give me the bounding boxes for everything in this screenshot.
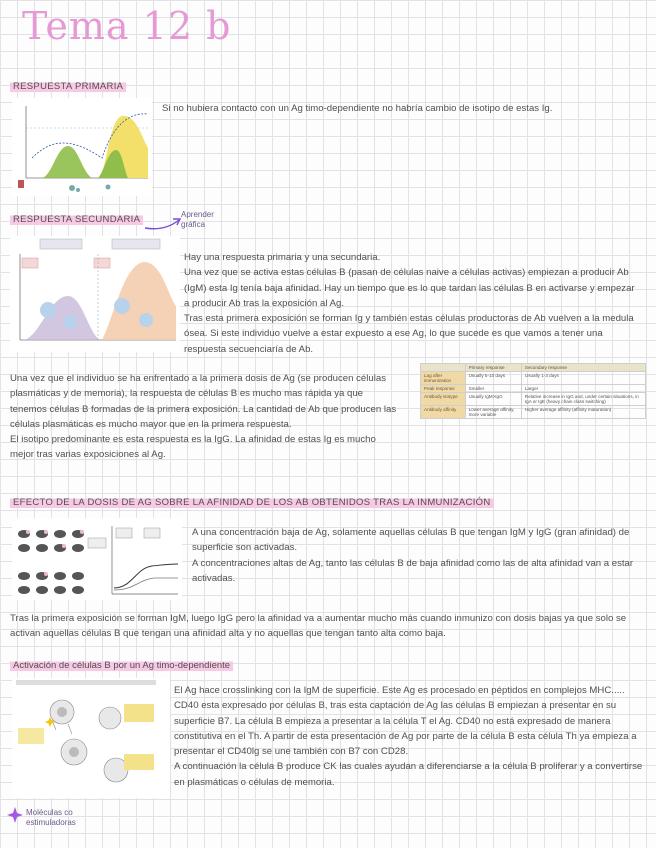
- table-cell: Larger: [521, 385, 645, 393]
- text-primaria: Si no hubiera contacto con un Ag timo-dependiente no habría cambio de isotipo de estas Ig.: [162, 103, 553, 114]
- text-secundaria-1: Hay una respuesta primaria y una secundaria.: [184, 252, 381, 263]
- table-cell: Higher average affinity (affinity maturation): [521, 406, 645, 419]
- text-dosis-full: Tras la primera exposición se forman IgM, luego IgG pero la afinidad va a aumentar mucho más cuando inmunizo con dosis bajas ya que solo se activan aquellas células B que tengan una afinidad alta y no aquellas que tengan tanto alta como baja.: [10, 613, 627, 640]
- primary-response-graph: [12, 98, 152, 196]
- text-secundaria-3: Tras esta primera exposición se forman Ig y también estas células productoras de Ab vuelven a la medula ósea. Si este individuo vuelve a estar expuesto a ese Ag, lo que sucede es que vamos a tener una respuesta secuenciaría de Ab.: [184, 313, 634, 355]
- table-cell: Relative increase in IgG and, under certain situations, in IgA or IgE (heavy chain class switching): [521, 393, 645, 406]
- table-row: [421, 372, 646, 385]
- antigen-dose-figure: [12, 518, 182, 600]
- table-cell: Antibody isotype: [421, 393, 466, 406]
- text-secundaria-left-2: El isotipo predominante es esta respuesta es la IgG. La afinidad de estas Ig es mucho mejor tras varias exposiciones al Ag.: [10, 434, 376, 461]
- text-activacion-2: CD40 esta expresado por células B, tras esta captación de Ag las células B empiezan a presentar en su superficie B7. La célula B empieza a presentar a la célula T el Ag. CD40 no está expresado de manera constitutiva en el Th. A partir de esta presentación de Ag por parte de la célula B esta célula Th ya empieza a presentar el CD40lg se une también con B7 con CD28.: [174, 700, 637, 758]
- table-cell: Lower average affinity, more variable: [465, 406, 521, 419]
- text-activacion-3: A continuación la célula B produce CK las cuales ayudan a diferenciarse a la célula B proliferar y a convertirse en plasmáticas o células de memoria.: [174, 761, 643, 788]
- table-cell: Usually 5-10 days: [465, 372, 521, 385]
- table-header: Secondary response: [521, 364, 645, 372]
- b-cell-activation-figure: [12, 678, 170, 798]
- text-secundaria-2: Una vez que se activa estas células B (pasan de células naive a células activas) empiezan a producir Ab (IgM) esta Ig tenía baja afinidad. Hay un tiempo que es lo que tardan las células B en activarse y empezar a producir Ab tras la exposición al Ag.: [184, 267, 635, 309]
- heading-respuesta-primaria: RESPUESTA PRIMARIA: [10, 80, 126, 93]
- star-icon: [6, 806, 24, 824]
- table-cell: Usually 1-3 days: [521, 372, 645, 385]
- secondary-response-graph: [10, 236, 180, 352]
- secundaria-paragraphs: [184, 250, 642, 357]
- table-cell: Antibody affinity: [421, 406, 466, 419]
- heading-efecto-dosis: EFECTO DE LA DOSIS DE AG SOBRE LA AFINIDAD DE LOS AB OBTENIDOS TRAS LA INMUNIZACIÓN: [10, 496, 494, 509]
- secundaria-left-paragraphs: [10, 371, 400, 463]
- page-title: Tema 12 b: [22, 4, 232, 48]
- heading-activacion: Activación de células B por un Ag timo-dependiente: [10, 659, 233, 672]
- text-secundaria-left-1: Una vez que el individuo se ha enfrentado a la primera dosis de Ag (se producen células plasmáticas y de memoria), la respuesta de células B es mucho mas rápida ya que tenemos células B formadas de la primera exposición. La cantidad de Ab que producen las células plasmáticas es mucho mayor que en la primera respuesta.: [10, 373, 397, 430]
- table-cell: Peak response: [421, 385, 466, 393]
- table-cell: Lag after immunization: [421, 372, 466, 385]
- comparison-table: [420, 363, 646, 419]
- arrow-icon: [143, 214, 183, 234]
- activacion-paragraphs: [174, 683, 644, 790]
- table-cell: Usually IgM>IgG: [465, 393, 521, 406]
- table-header-row: [421, 364, 646, 372]
- heading-respuesta-secundaria: RESPUESTA SECUNDARIA: [10, 213, 143, 226]
- text-dosis-2: A concentraciones altas de Ag, tanto las células B de baja afinidad como las de alta afinidad van a estar activadas.: [192, 557, 634, 584]
- table-row: [421, 393, 646, 406]
- note-moleculas-coestimuladoras: Moléculas co estimuladoras: [26, 808, 76, 827]
- text-dosis-1: A una concentración baja de Ag, solamente aquellas células B que tengan IgM y IgG (gran afinidad) de superficie son activadas.: [192, 527, 630, 554]
- table-header: [421, 364, 466, 372]
- dosis-paragraphs: [192, 525, 644, 586]
- table-header: Primary response: [465, 364, 521, 372]
- table-row: [421, 385, 646, 393]
- table-cell: Smaller: [465, 385, 521, 393]
- note-aprender-grafica: Aprender gráfica: [181, 210, 214, 229]
- text-activacion-1: El Ag hace crosslinking con la IgM de superficie. Este Ag es procesado en péptidos en complejos MHC.....: [174, 685, 625, 696]
- table-row: [421, 406, 646, 419]
